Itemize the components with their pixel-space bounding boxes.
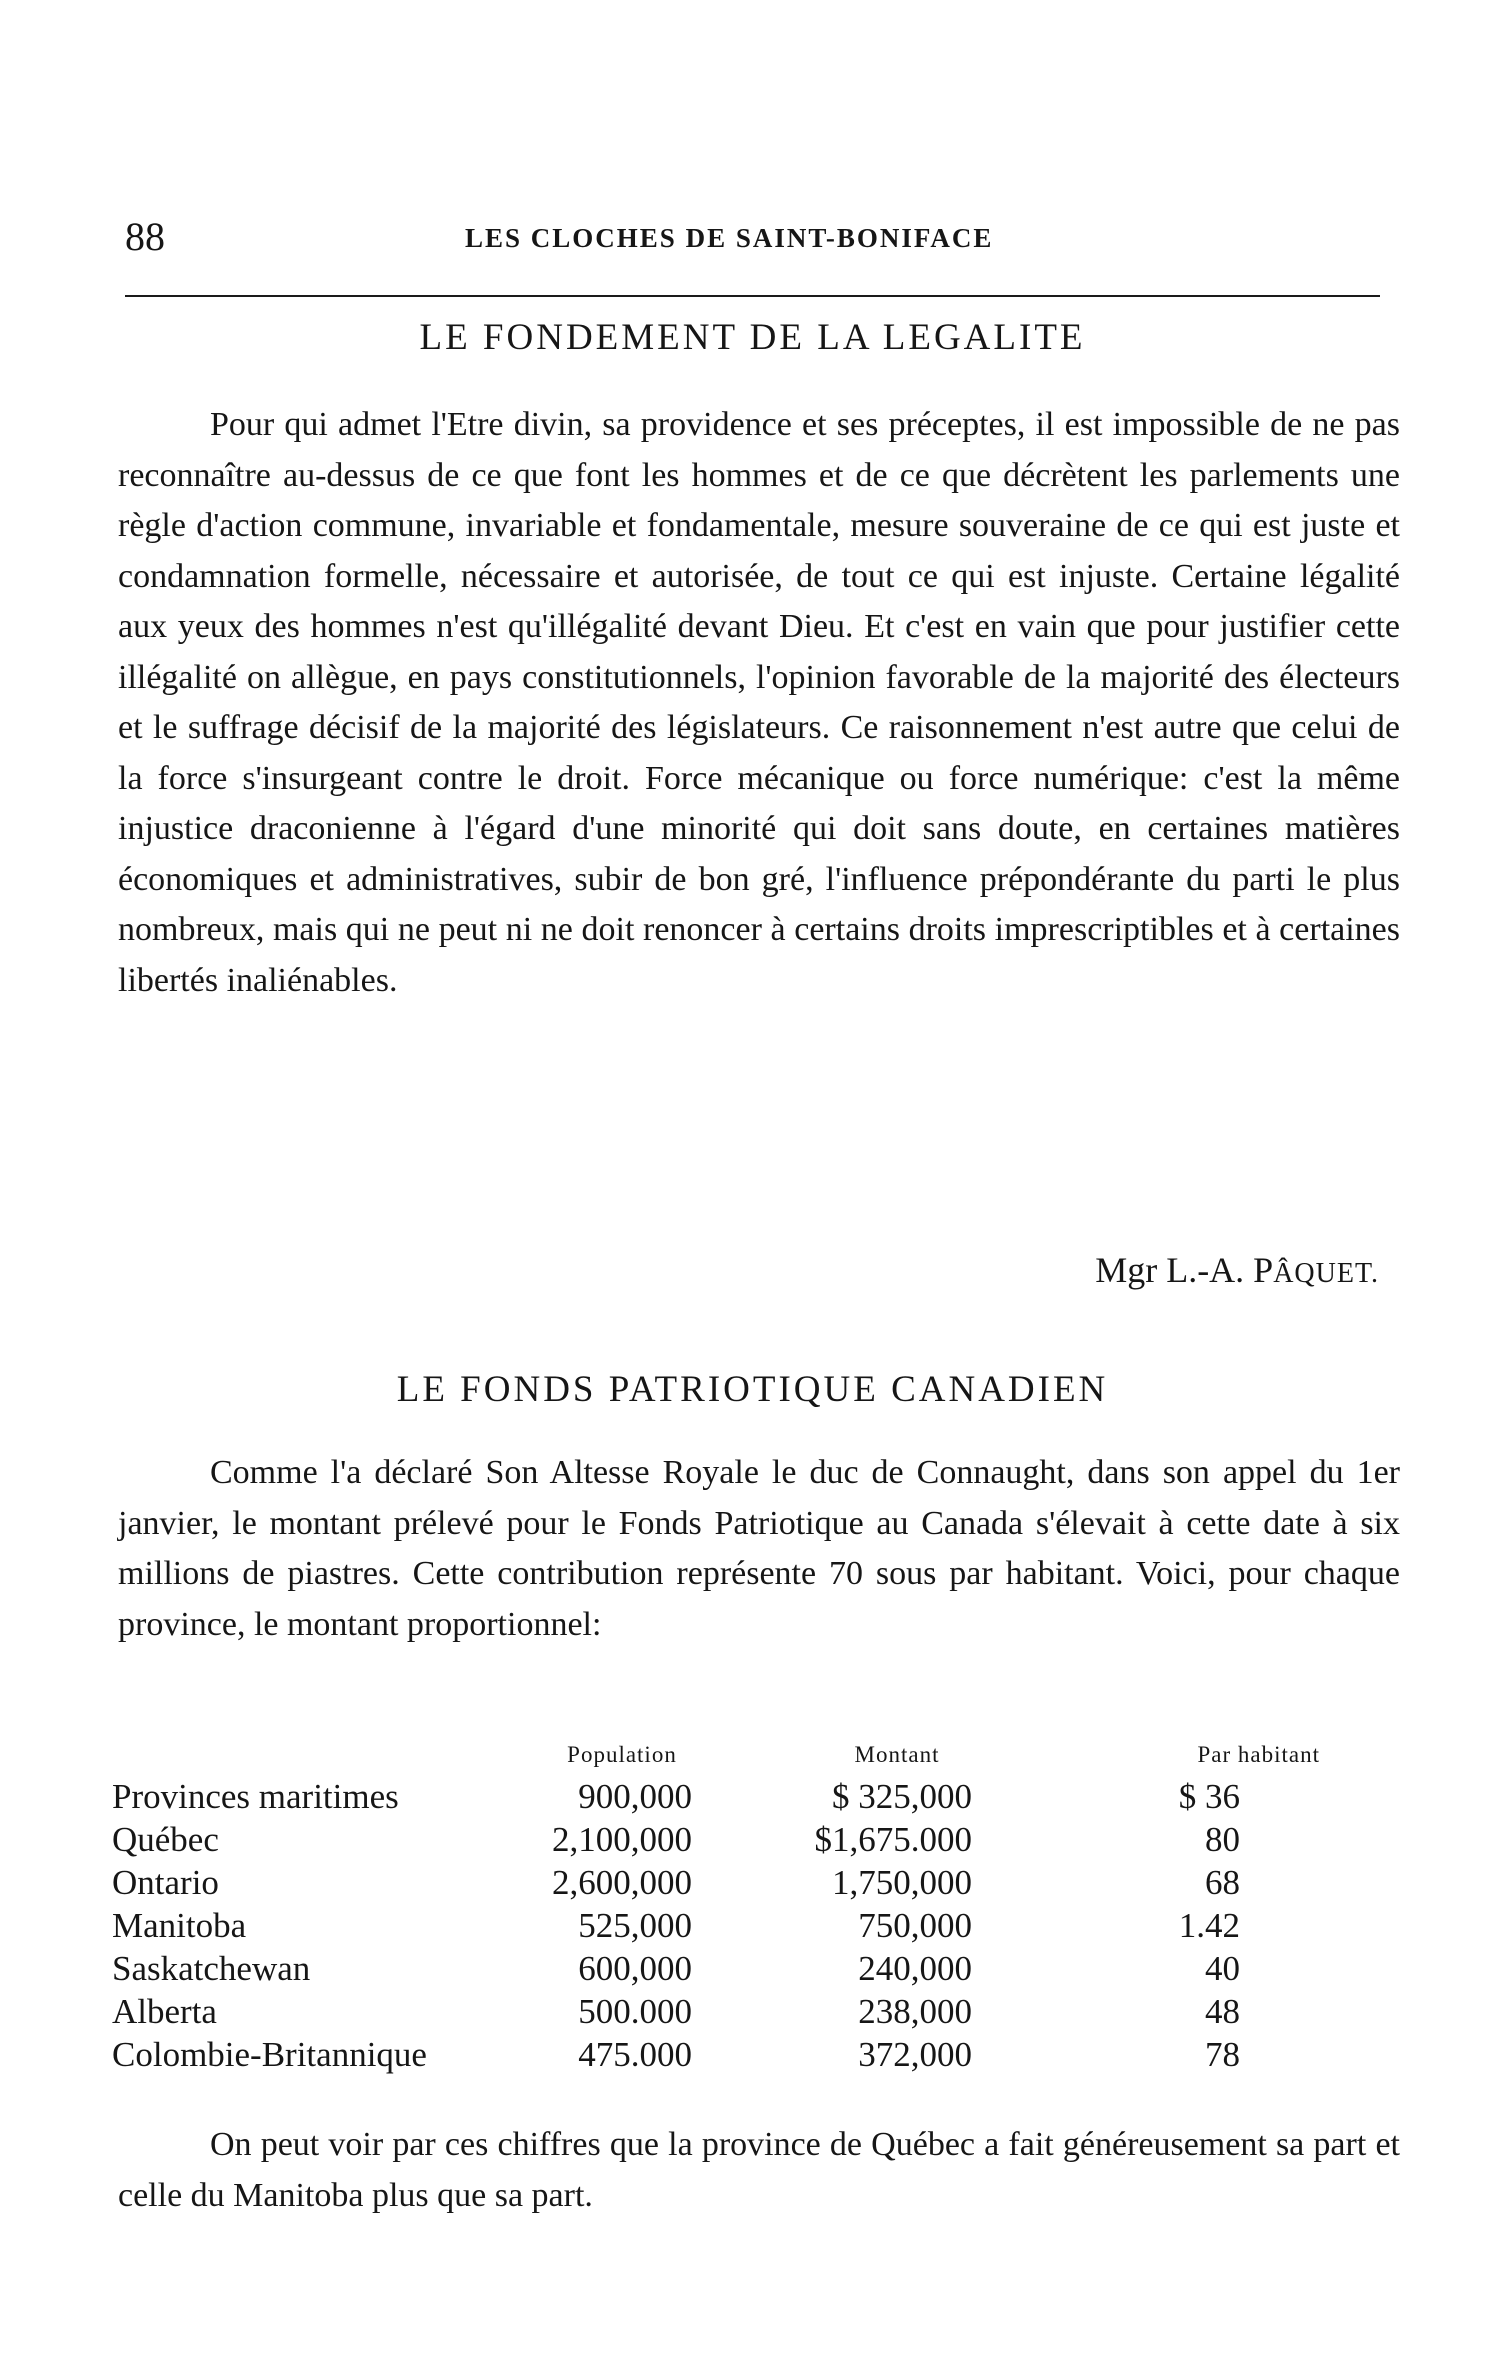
cell-population: 2,100,000	[552, 1820, 692, 1859]
table-row	[112, 1818, 1332, 1861]
section-heading-legalite: LE FONDEMENT DE LA LEGALITE	[419, 317, 1086, 358]
section-heading-fonds: LE FONDS PATRIOTIQUE CANADIEN	[396, 1369, 1109, 1410]
header-province	[112, 1735, 502, 1775]
cell-montant: 1,750,000	[832, 1863, 972, 1902]
cell-par-habitant: 48	[1205, 1992, 1240, 2031]
cell-province: Provinces maritimes	[112, 1777, 399, 1816]
header-montant: Montant	[854, 1742, 940, 1767]
contribution-table-wrapper	[112, 1735, 1332, 2076]
header-par-habitant: Par habitant	[1197, 1742, 1320, 1767]
cell-population: 2,600,000	[552, 1863, 692, 1902]
cell-montant: $1,675.000	[814, 1820, 972, 1859]
cell-par-habitant: 80	[1205, 1820, 1240, 1859]
signature-prefix: Mgr L.-A. P	[1095, 1250, 1274, 1290]
running-head	[125, 212, 1380, 262]
cell-population: 475.000	[578, 2035, 692, 2074]
table-row	[112, 1947, 1332, 1990]
table-row	[112, 1990, 1332, 2033]
cell-population: 600,000	[578, 1949, 692, 1988]
cell-province: Québec	[112, 1820, 219, 1859]
cell-montant: 372,000	[858, 2035, 972, 2074]
cell-province: Alberta	[112, 1992, 217, 2031]
table-row	[112, 1861, 1332, 1904]
cell-par-habitant: $ 36	[1178, 1777, 1240, 1816]
running-title: LES CLOCHES DE SAINT-BONIFACE	[465, 223, 994, 253]
paragraph-legalite: Pour qui admet l'Etre divin, sa providence et ses préceptes, il est impossible de ne pas reconnaître au-dessus de ce que font les hommes et de ce que décrètent les parlements une règle d'action commune, invariable et fondamentale, mesure souveraine de ce qui est juste et condamnation formelle, nécessaire et autorisée, de tout ce qui est injuste. Certaine légalité aux yeux des hommes n'est qu'illégalité devant Dieu. Et c'est en vain que pour justifier cette illégalité on allègue, en pays constitutionnels, l'opinion favorable de la majorité des électeurs et le suffrage décisif de la majorité des législateurs. Ce raisonnement n'est autre que celui de la force s'insurgeant contre le droit. Force mécanique ou force numérique: c'est la même injustice draconienne à l'égard d'une minorité qui doit sans doute, en certaines matières économiques et administratives, subir de bon gré, l'influence prépondérante du parti le plus nombreux, mais qui ne peut ni ne doit renoncer à certains droits imprescriptibles et à certaines libertés inaliénables.	[118, 406, 1400, 999]
cell-montant: 240,000	[858, 1949, 972, 1988]
cell-population: 900,000	[578, 1777, 692, 1816]
cell-population: 525,000	[578, 1906, 692, 1945]
cell-par-habitant: 1.42	[1178, 1906, 1240, 1945]
table-row	[112, 1775, 1332, 1818]
signature-small-caps: ÂQUET.	[1273, 1258, 1379, 1289]
header-rule	[125, 295, 1380, 297]
cell-province: Ontario	[112, 1863, 219, 1902]
author-signature	[1095, 1245, 1379, 1299]
paragraph-fonds: Comme l'a déclaré Son Altesse Royale le duc de Connaught, dans son appel du 1er janvier, le montant prélevé pour le Fonds Patriotique au Canada s'élevait à cette date à six millions de piastres. Cette contribution représente 70 sous par habitant. Voici, pour chaque province, le montant proportionnel:	[118, 1454, 1400, 1643]
cell-par-habitant: 68	[1205, 1863, 1240, 1902]
cell-par-habitant: 40	[1205, 1949, 1240, 1988]
table-row	[112, 2033, 1332, 2076]
cell-montant: $ 325,000	[832, 1777, 972, 1816]
cell-province: Manitoba	[112, 1906, 247, 1945]
cell-province: Colombie-Britannique	[112, 2035, 427, 2074]
cell-montant: 750,000	[858, 1906, 972, 1945]
table-row	[112, 1904, 1332, 1947]
page-number: 88	[125, 214, 165, 259]
cell-population: 500.000	[578, 1992, 692, 2031]
closing-paragraph: On peut voir par ces chiffres que la province de Québec a fait généreusement sa part et celle du Manitoba plus que sa part.	[118, 2126, 1400, 2214]
header-population: Population	[567, 1742, 677, 1767]
table-header-row	[112, 1735, 1332, 1775]
cell-montant: 238,000	[858, 1992, 972, 2031]
cell-province: Saskatchewan	[112, 1949, 311, 1988]
cell-par-habitant: 78	[1205, 2035, 1240, 2074]
contribution-table	[112, 1735, 1332, 2076]
